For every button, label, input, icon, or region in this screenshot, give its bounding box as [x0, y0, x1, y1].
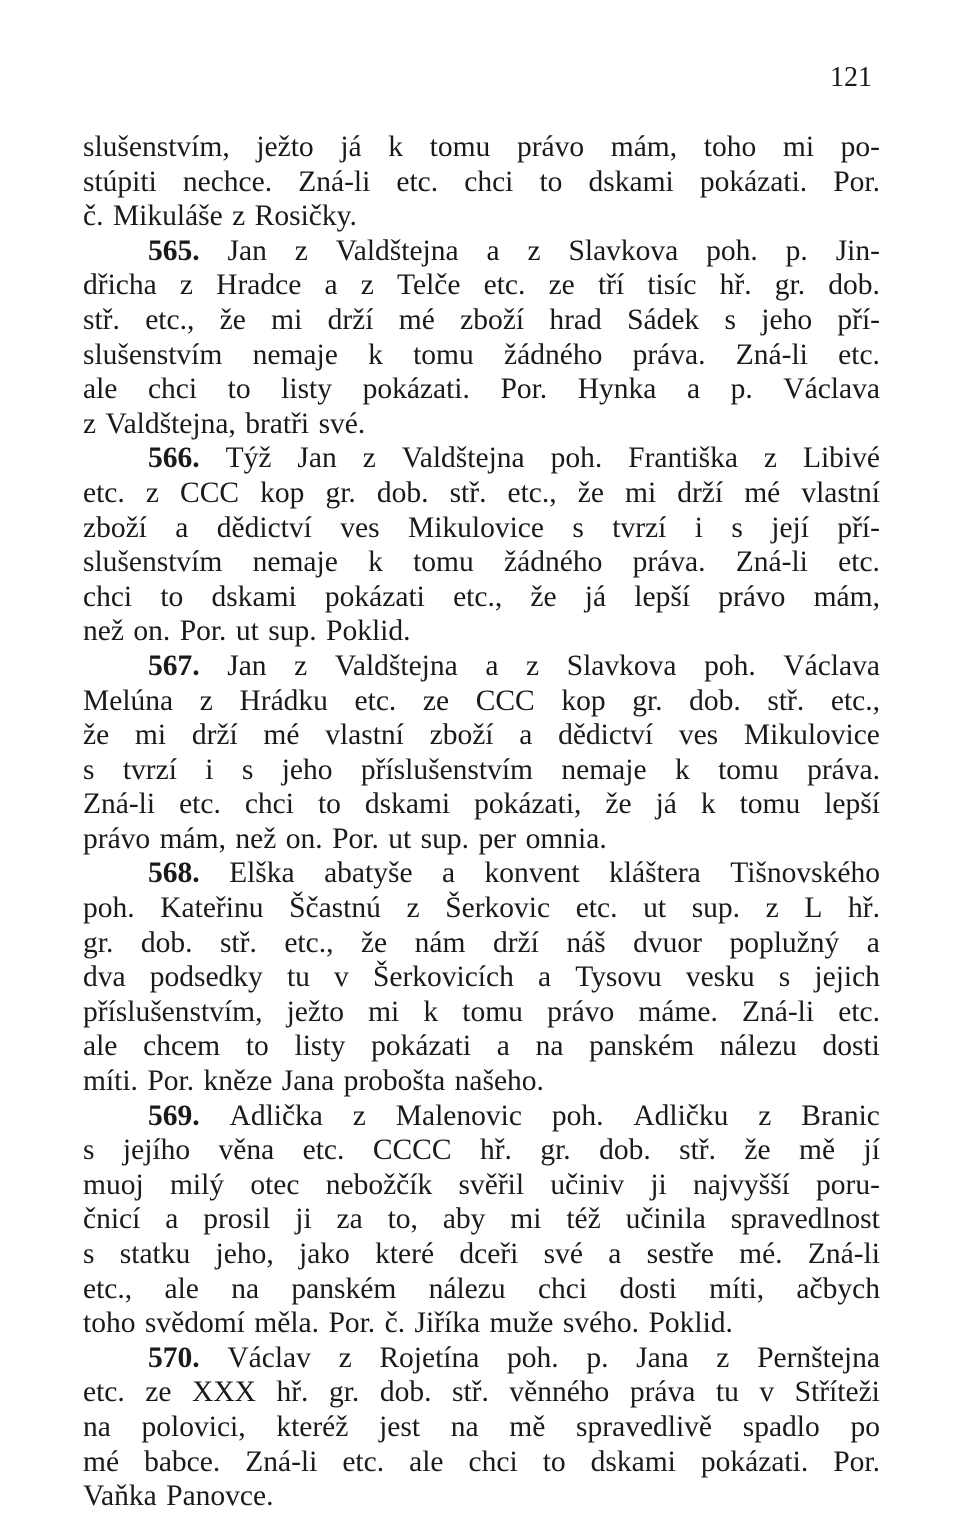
text-line: č. Mikuláše z Rosičky. [83, 200, 357, 233]
page-number: 121 [830, 62, 872, 93]
text-line: s tvrzí i s jeho příslušenstvím nemaje k tomu práva. [83, 753, 880, 786]
text-line: Zná-li etc. chci to dskami pokázati, že já k tomu lepší [83, 788, 880, 821]
entry-number: 567. [148, 649, 200, 682]
entry-first-line: 569. Adlička z Malenovic poh. Adličku z Branic [148, 1099, 880, 1132]
text-line: chci to dskami pokázati etc., že já lepší právo mám, [83, 580, 880, 613]
text-line: muoj milý otec nebožčík svěřil učiniv ji najvyšší poru- [83, 1168, 880, 1201]
text-line: slušenstvím nemaje k tomu žádného práva. Zná-li etc. [83, 546, 880, 579]
entry-number: 568. [148, 857, 200, 890]
text-line: toho svědomí měla. Por. č. Jiříka muže svého. Poklid. [83, 1307, 733, 1340]
entry-first-line: 568. Elška abatyše a konvent kláštera Tišnovského [148, 857, 880, 890]
text-line: dva podsedky tu v Šerkovicích a Tysovu vesku s jejich [83, 961, 880, 994]
entry-first-line: 566. Týž Jan z Valdštejna poh. Františka z Libivé [148, 442, 880, 475]
text-line: s statku jeho, jako které dceři své a sestře mé. Zná-li [83, 1238, 880, 1270]
entry-number: 565. [148, 234, 200, 267]
text-line: etc. z CCC kop gr. dob. stř. etc., že mi drží mé vlastní [83, 476, 880, 509]
text-line: slušenstvím nemaje k tomu žádného práva. Zná-li etc. [83, 338, 880, 371]
text-line: s jejího věna etc. CCCC hř. gr. dob. stř. že mě jí [83, 1134, 880, 1167]
text-line: na polovici, kteréž jest na mě spravedlivě spadlo po [83, 1410, 880, 1443]
text-line: etc. ze XXX hř. gr. dob. stř. věnného práva tu v Stříteži [83, 1376, 880, 1409]
text-line: zboží a dědictví ves Mikulovice s tvrzí i s její pří- [83, 511, 880, 544]
text-line: mé babce. Zná-li etc. ale chci to dskami pokázati. Por. [83, 1445, 880, 1478]
text-line: poh. Kateřinu Ščastnú z Šerkovic etc. ut sup. z L hř. [83, 892, 880, 925]
text-line: že mi drží mé vlastní zboží a dědictví ves Mikulovice [83, 719, 880, 752]
text-line: Vaňka Panovce. [83, 1480, 274, 1513]
entry-number: 570. [148, 1341, 200, 1374]
text-line: Melúna z Hrádku etc. ze CCC kop gr. dob. stř. etc., [83, 684, 880, 717]
text-line: slušenstvím, ježto já k tomu právo mám, toho mi po- [83, 131, 880, 163]
entry-first-line: 565. Jan z Valdštejna a z Slavkova poh. p. Jin- [148, 234, 880, 267]
text-line: z Valdštejna, bratři své. [83, 407, 366, 440]
text-line: ale chcem to listy pokázati a na panském nálezu dosti [83, 1030, 880, 1063]
text-line: čnicí a prosil ji za to, aby mi též učinila spravedlnost [83, 1203, 880, 1236]
text-line: stúpiti nechce. Zná-li etc. chci to dskami pokázati. Por. [83, 165, 880, 198]
entry-first-line: 567. Jan z Valdštejna a z Slavkova poh. Václava [148, 649, 880, 682]
entry-number: 569. [148, 1099, 200, 1132]
text-line: gr. dob. stř. etc., že nám drží náš dvuor poplužný a [83, 926, 880, 959]
text-body [83, 130, 880, 1514]
text-line: dřicha z Hradce a z Telče etc. ze tří tisíc hř. gr. dob. [83, 269, 880, 302]
text-line: etc., ale na panském nálezu chci dosti míti, ačbych [83, 1272, 880, 1305]
text-line: ale chci to listy pokázati. Por. Hynka a p. Václava [83, 373, 880, 406]
entry-first-line: 570. Václav z Rojetína poh. p. Jana z Pernštejna [148, 1341, 880, 1374]
text-line: než on. Por. ut sup. Poklid. [83, 615, 411, 648]
text-line: právo mám, než on. Por. ut sup. per omnia. [83, 822, 607, 855]
text-line: stř. etc., že mi drží mé zboží hrad Sádek s jeho pří- [83, 303, 880, 336]
text-line: příslušenstvím, ježto mi k tomu právo máme. Zná-li etc. [83, 995, 880, 1028]
text-line: míti. Por. kněze Jana probošta našeho. [83, 1065, 544, 1098]
entry-number: 566. [148, 442, 200, 475]
